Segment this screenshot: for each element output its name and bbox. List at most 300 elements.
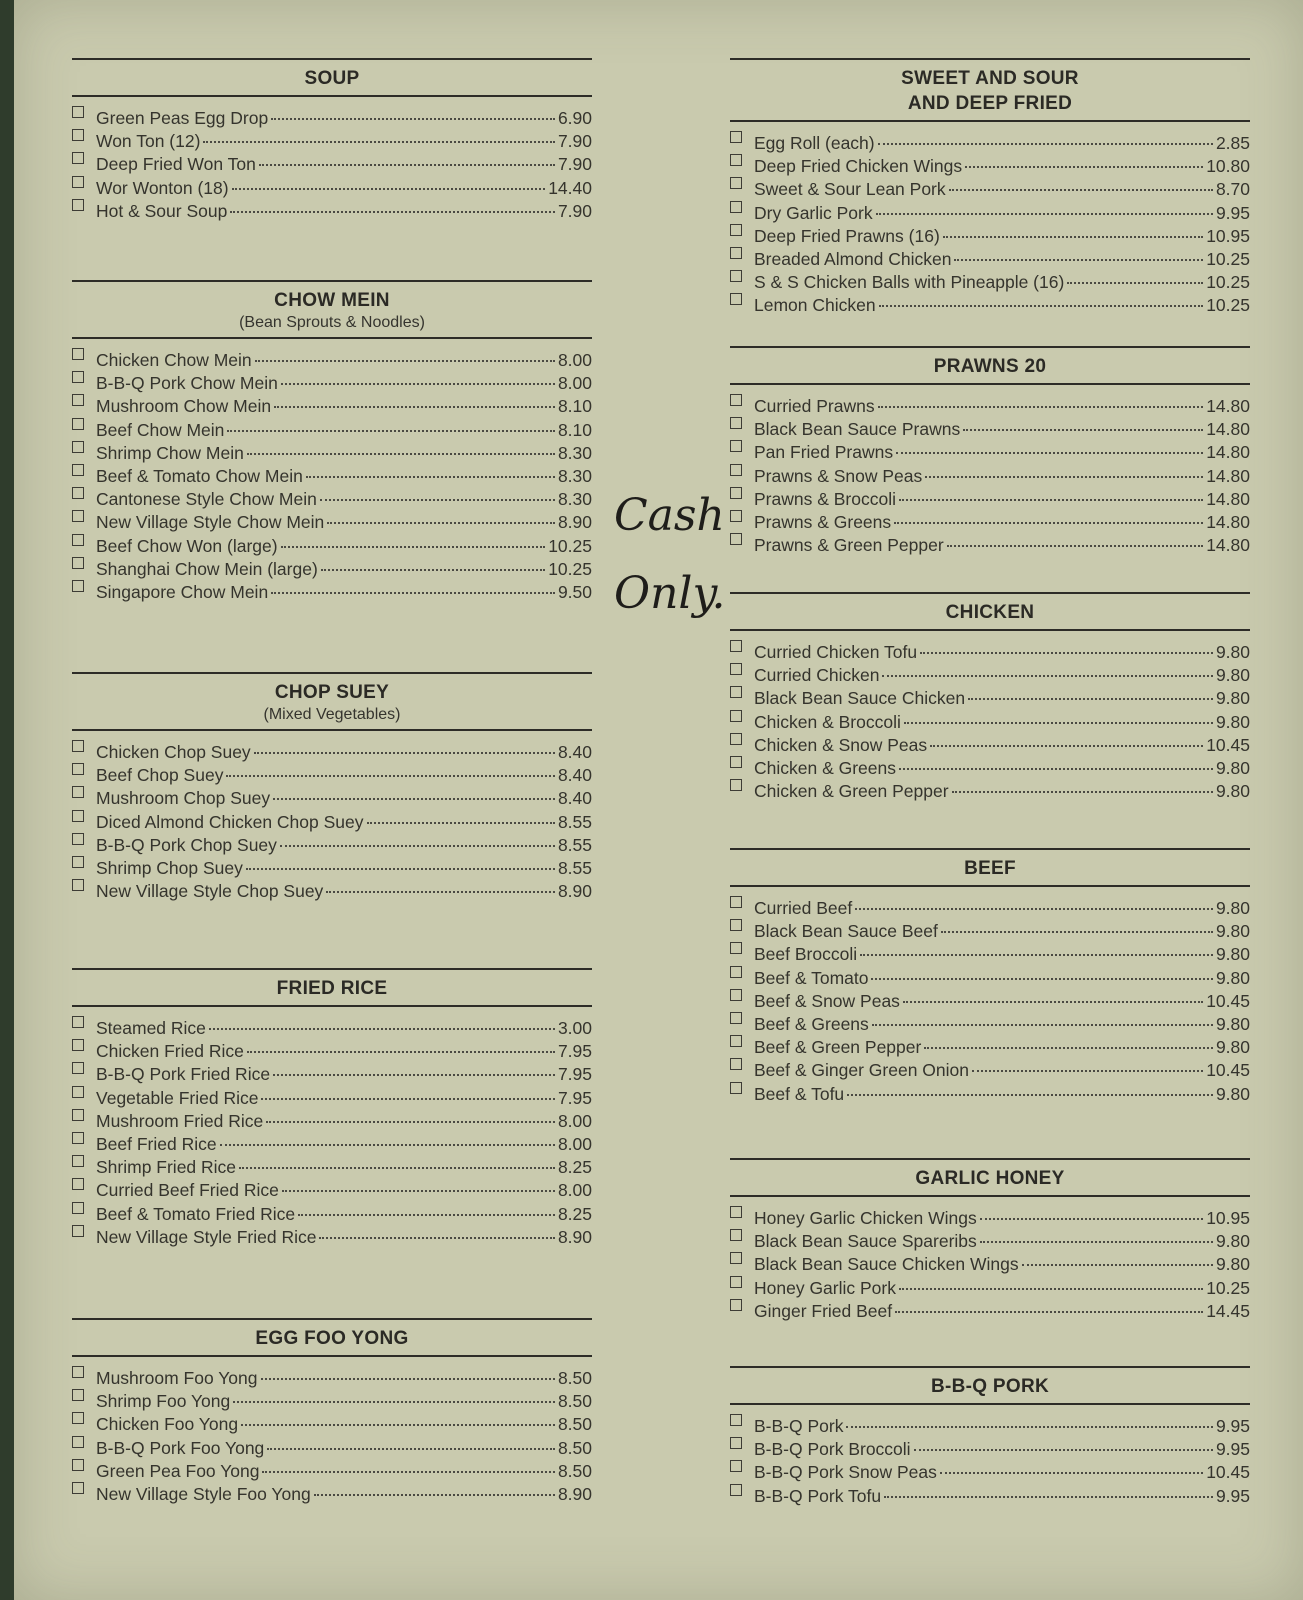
section-top-rule	[730, 592, 1250, 594]
item-name: Beef & Ginger Green Onion	[754, 1060, 969, 1081]
item-price: 8.90	[557, 881, 592, 902]
menu-item	[730, 920, 1250, 943]
checkbox[interactable]	[730, 896, 742, 908]
dot-leader	[247, 1051, 555, 1053]
item-name: Beef & Tofu	[754, 1083, 845, 1104]
item-name: Curried Beef	[754, 898, 853, 918]
item-price: 3.00	[557, 1018, 592, 1038]
item-price: 9.80	[1215, 642, 1250, 662]
item-name: Deep Fried Won Ton	[96, 154, 256, 175]
checkbox[interactable]	[72, 1016, 84, 1028]
item-price: 9.80	[1215, 1083, 1250, 1104]
item-name: Cantonese Style Chow Mein	[96, 489, 317, 510]
checkbox[interactable]	[72, 879, 84, 891]
dot-leader	[267, 1448, 555, 1450]
dot-leader	[326, 891, 555, 893]
menu-item	[72, 1063, 592, 1086]
checkbox[interactable]	[72, 763, 84, 775]
checkbox[interactable]	[72, 1459, 84, 1471]
item-name: Beef & Snow Peas	[754, 990, 900, 1011]
checkbox[interactable]	[72, 510, 84, 522]
item-price: 9.80	[1215, 898, 1250, 918]
checkbox[interactable]	[730, 1437, 742, 1449]
dot-leader	[280, 845, 555, 847]
item-name: Chicken Chop Suey	[96, 742, 251, 762]
section-bottom-rule	[730, 629, 1250, 631]
item-price: 8.55	[557, 858, 592, 879]
checkbox[interactable]	[72, 1482, 84, 1494]
checkbox[interactable]	[730, 1206, 742, 1218]
menu-item	[72, 535, 592, 558]
item-name: Prawns & Snow Peas	[754, 465, 923, 486]
checkbox[interactable]	[72, 1202, 84, 1214]
dot-leader	[899, 499, 1203, 501]
item-price: 8.50	[557, 1368, 592, 1388]
menu-item	[72, 1179, 592, 1202]
item-price: 9.95	[1215, 1416, 1250, 1436]
item-price: 7.95	[557, 1064, 592, 1085]
item-name: Hot & Sour Soup	[96, 200, 228, 221]
menu-item	[72, 1133, 592, 1156]
checkbox[interactable]	[730, 640, 742, 652]
item-name: Honey Garlic Pork	[754, 1277, 896, 1298]
item-price: 14.80	[1206, 512, 1250, 533]
item-name: Shrimp Chop Suey	[96, 858, 243, 879]
item-name: Black Bean Sauce Chicken Wings	[754, 1254, 1019, 1275]
dot-leader	[899, 1288, 1203, 1290]
item-name: Beef & Greens	[754, 1014, 869, 1035]
dot-leader	[261, 1378, 555, 1380]
menu-item	[72, 558, 592, 581]
menu-item	[72, 857, 592, 880]
item-price: 10.25	[1206, 295, 1250, 316]
item-list	[730, 1207, 1250, 1323]
checkbox[interactable]	[730, 710, 742, 722]
menu-item	[730, 687, 1250, 710]
dot-leader	[241, 1424, 555, 1426]
section-sweet-and-sour	[730, 58, 1250, 318]
dot-leader	[298, 1214, 555, 1216]
item-price: 10.25	[1206, 249, 1250, 270]
item-price: 9.80	[1215, 665, 1250, 686]
checkbox[interactable]	[72, 810, 84, 822]
menu-item	[730, 1415, 1250, 1438]
section-prawns	[730, 346, 1250, 557]
item-name: Beef Chop Suey	[96, 765, 224, 786]
item-price: 14.80	[1206, 442, 1250, 463]
item-name: Beef Chow Mein	[96, 419, 225, 440]
checkbox[interactable]	[72, 348, 84, 360]
dot-leader	[367, 822, 555, 824]
section-top-rule	[730, 848, 1250, 850]
item-price: 8.00	[557, 350, 592, 370]
item-price: 10.25	[548, 535, 592, 556]
menu-item	[730, 534, 1250, 557]
checkbox[interactable]	[72, 199, 84, 211]
item-price: 10.45	[1206, 734, 1250, 755]
dot-leader	[274, 406, 555, 408]
checkbox[interactable]	[730, 1082, 742, 1094]
checkbox[interactable]	[730, 919, 742, 931]
dot-leader	[306, 476, 555, 478]
checkbox[interactable]	[730, 270, 742, 282]
menu-item	[72, 1413, 592, 1436]
dot-leader	[980, 1241, 1213, 1243]
checkbox[interactable]	[730, 1276, 742, 1288]
dot-leader	[226, 775, 554, 777]
menu-item	[730, 294, 1250, 317]
menu-item	[72, 177, 592, 200]
checkbox[interactable]	[72, 418, 84, 430]
item-name: B-B-Q Pork Tofu	[754, 1485, 882, 1506]
dot-leader	[1022, 1264, 1213, 1266]
dot-leader	[968, 698, 1213, 700]
item-price: 7.90	[557, 131, 592, 152]
menu-item	[730, 1207, 1250, 1230]
item-name: Black Bean Sauce Prawns	[754, 419, 961, 440]
item-name: Honey Garlic Chicken Wings	[754, 1208, 977, 1228]
checkbox[interactable]	[730, 533, 742, 545]
section-top-rule	[72, 968, 592, 970]
section-bottom-rule	[72, 1355, 592, 1357]
item-price: 9.80	[1215, 1254, 1250, 1275]
dot-leader	[255, 360, 555, 362]
dot-leader	[949, 189, 1213, 191]
checkbox[interactable]	[72, 557, 84, 569]
checkbox[interactable]	[72, 534, 84, 546]
dot-leader	[281, 546, 546, 548]
menu-item	[730, 395, 1250, 418]
section-bottom-rule	[730, 1195, 1250, 1197]
item-name: Black Bean Sauce Beef	[754, 921, 938, 942]
item-name: Mushroom Chop Suey	[96, 788, 271, 809]
checkbox[interactable]	[730, 154, 742, 166]
item-name: Curried Beef Fried Rice	[96, 1180, 279, 1201]
menu-item	[730, 1300, 1250, 1323]
menu-item	[72, 395, 592, 418]
checkbox[interactable]	[730, 733, 742, 745]
checkbox[interactable]	[72, 1155, 84, 1167]
section-bottom-rule	[72, 95, 592, 97]
item-name: Chicken Chow Mein	[96, 350, 252, 370]
dot-leader	[232, 188, 546, 190]
menu-item	[730, 780, 1250, 803]
menu-item	[72, 1203, 592, 1226]
menu-item	[730, 943, 1250, 966]
menu-item	[730, 511, 1250, 534]
section-top-rule	[72, 1318, 592, 1320]
section-subtitle: (Bean Sprouts & Noodles)	[239, 314, 425, 331]
checkbox[interactable]	[730, 1484, 742, 1496]
section-title: PRAWNS 20	[933, 356, 1047, 377]
item-price: 2.85	[1215, 133, 1250, 153]
section-title: CHICKEN	[945, 602, 1035, 623]
dot-leader	[947, 545, 1204, 547]
section-bottom-rule	[730, 120, 1250, 122]
section-title: GARLIC HONEY	[915, 1168, 1065, 1189]
menu-item	[72, 107, 592, 130]
section-chow-mein	[72, 280, 592, 604]
menu-item	[730, 465, 1250, 488]
checkbox[interactable]	[730, 1252, 742, 1264]
dot-leader	[895, 1311, 1203, 1313]
checkbox[interactable]	[730, 293, 742, 305]
dot-leader	[254, 752, 555, 754]
dot-leader	[282, 1190, 555, 1192]
menu-item	[730, 488, 1250, 511]
item-price: 10.25	[548, 558, 592, 579]
checkbox[interactable]	[730, 1012, 742, 1024]
item-list	[72, 107, 592, 223]
checkbox[interactable]	[72, 1178, 84, 1190]
checkbox[interactable]	[730, 464, 742, 476]
item-name: Singapore Chow Mein	[96, 582, 269, 603]
section-egg-foo-yong	[72, 1318, 592, 1506]
item-name: Green Pea Foo Yong	[96, 1460, 260, 1481]
menu-item	[730, 1277, 1250, 1300]
checkbox[interactable]	[730, 756, 742, 768]
item-name: B-B-Q Pork	[754, 1416, 844, 1436]
checkbox[interactable]	[730, 779, 742, 791]
checkbox[interactable]	[72, 740, 84, 752]
checkbox[interactable]	[730, 1229, 742, 1241]
dot-leader	[271, 592, 555, 594]
section-bbq-pork	[730, 1366, 1250, 1508]
item-price: 10.45	[1206, 990, 1250, 1011]
item-price: 8.50	[557, 1437, 592, 1458]
section-title: CHOP SUEY	[274, 682, 390, 703]
checkbox[interactable]	[730, 1460, 742, 1472]
handwritten-cash-only-note	[612, 480, 722, 650]
item-price: 14.80	[1206, 465, 1250, 486]
checkbox[interactable]	[72, 487, 84, 499]
checkbox[interactable]	[72, 1086, 84, 1098]
checkbox[interactable]	[72, 129, 84, 141]
item-name: Prawns & Greens	[754, 512, 892, 533]
checkbox[interactable]	[72, 833, 84, 845]
menu-item	[730, 132, 1250, 155]
item-name: Mushroom Fried Rice	[96, 1110, 264, 1131]
item-name: Egg Roll (each)	[754, 133, 875, 153]
section-title: B-B-Q PORK	[930, 1376, 1050, 1397]
checkbox[interactable]	[730, 942, 742, 954]
checkbox[interactable]	[730, 966, 742, 978]
checkbox[interactable]	[730, 394, 742, 406]
dot-leader	[273, 1074, 555, 1076]
checkbox[interactable]	[72, 1062, 84, 1074]
section-title: CHOW MEIN	[274, 290, 390, 311]
item-name: Pan Fried Prawns	[754, 442, 894, 463]
dot-leader	[980, 1218, 1203, 1220]
checkbox[interactable]	[730, 1414, 742, 1426]
dot-leader	[327, 522, 555, 524]
item-name: B-B-Q Pork Fried Rice	[96, 1064, 271, 1085]
checkbox[interactable]	[72, 176, 84, 188]
section-bottom-rule	[72, 337, 592, 339]
checkbox[interactable]	[72, 786, 84, 798]
item-price: 8.40	[557, 788, 592, 809]
section-top-rule	[730, 346, 1250, 348]
dot-leader	[963, 429, 1203, 431]
menu-item	[730, 178, 1250, 201]
checkbox[interactable]	[730, 686, 742, 698]
dot-leader	[281, 383, 555, 385]
item-name: Shrimp Fried Rice	[96, 1157, 237, 1178]
item-price: 10.25	[1206, 1277, 1250, 1298]
item-price: 9.80	[1215, 758, 1250, 779]
menu-item	[730, 248, 1250, 271]
section-top-rule	[730, 1158, 1250, 1160]
checkbox[interactable]	[730, 487, 742, 499]
item-name: Chicken & Broccoli	[754, 711, 901, 732]
item-name: Prawns & Green Pepper	[754, 535, 944, 556]
dot-leader	[914, 1449, 1213, 1451]
menu-item	[730, 1036, 1250, 1059]
dot-leader	[261, 1098, 554, 1100]
dot-leader	[227, 430, 555, 432]
item-name: B-B-Q Pork Chop Suey	[96, 834, 277, 855]
item-name: B-B-Q Pork Chow Mein	[96, 373, 278, 394]
checkbox[interactable]	[730, 1058, 742, 1070]
item-price: 8.00	[557, 1110, 592, 1131]
dot-leader	[273, 798, 555, 800]
item-name: Mushroom Chow Mein	[96, 396, 272, 417]
menu-item	[730, 664, 1250, 687]
menu-item	[72, 200, 592, 223]
item-price: 8.90	[557, 1226, 592, 1247]
item-name: Chicken Foo Yong	[96, 1414, 239, 1435]
checkbox[interactable]	[730, 440, 742, 452]
section-chicken	[730, 592, 1250, 803]
item-name: Beef Fried Rice	[96, 1134, 217, 1155]
checkbox[interactable]	[730, 417, 742, 429]
item-price: 10.95	[1206, 225, 1250, 246]
item-name: Green Peas Egg Drop	[96, 108, 269, 128]
checkbox[interactable]	[72, 371, 84, 383]
checkbox[interactable]	[72, 441, 84, 453]
item-name: Won Ton (12)	[96, 131, 201, 152]
item-price: 10.80	[1206, 156, 1250, 177]
checkbox[interactable]	[730, 177, 742, 189]
section-bottom-rule	[730, 885, 1250, 887]
menu-item	[730, 1485, 1250, 1508]
checkbox[interactable]	[730, 1299, 742, 1311]
item-price: 9.80	[1215, 1037, 1250, 1058]
section-top-rule	[730, 1366, 1250, 1368]
section-bottom-rule	[730, 383, 1250, 385]
item-list	[72, 349, 592, 604]
menu-item	[72, 787, 592, 810]
item-name: Prawns & Broccoli	[754, 488, 896, 509]
menu-item	[730, 757, 1250, 780]
item-price: 7.95	[557, 1087, 592, 1108]
menu-item	[730, 1013, 1250, 1036]
dot-leader	[965, 166, 1203, 168]
item-price: 8.40	[557, 765, 592, 786]
menu-item	[72, 1460, 592, 1483]
item-price: 8.30	[557, 442, 592, 463]
item-price: 14.80	[1206, 396, 1250, 416]
checkbox[interactable]	[72, 1039, 84, 1051]
section-subtitle: (Mixed Vegetables)	[263, 706, 401, 723]
menu-item	[72, 834, 592, 857]
checkbox[interactable]	[730, 201, 742, 213]
checkbox[interactable]	[72, 1225, 84, 1237]
menu-item	[72, 1087, 592, 1110]
item-price: 9.80	[1215, 944, 1250, 965]
item-name: New Village Style Fried Rice	[96, 1226, 317, 1247]
menu-item	[72, 465, 592, 488]
checkbox[interactable]	[72, 464, 84, 476]
checkbox[interactable]	[72, 1389, 84, 1401]
checkbox[interactable]	[730, 224, 742, 236]
item-name: Beef Broccoli	[754, 944, 858, 965]
item-name: Deep Fried Chicken Wings	[754, 156, 963, 177]
item-list	[730, 1415, 1250, 1508]
dot-leader	[314, 1494, 555, 1496]
menu-item	[72, 741, 592, 764]
checkbox[interactable]	[72, 152, 84, 164]
checkbox[interactable]	[730, 247, 742, 259]
item-name: Beef & Tomato Fried Rice	[96, 1203, 296, 1224]
checkbox[interactable]	[72, 106, 84, 118]
checkbox[interactable]	[730, 663, 742, 675]
item-price: 9.80	[1215, 967, 1250, 988]
item-price: 7.95	[557, 1041, 592, 1062]
item-price: 9.80	[1215, 711, 1250, 732]
dot-leader	[271, 118, 555, 120]
item-price: 14.80	[1206, 535, 1250, 556]
menu-item	[730, 1253, 1250, 1276]
menu-item	[730, 441, 1250, 464]
checkbox[interactable]	[72, 1109, 84, 1121]
checkbox[interactable]	[72, 1132, 84, 1144]
section-beef	[730, 848, 1250, 1106]
checkbox[interactable]	[72, 1412, 84, 1424]
menu-item	[730, 1438, 1250, 1461]
item-price: 8.30	[557, 466, 592, 487]
checkbox[interactable]	[72, 856, 84, 868]
checkbox[interactable]	[72, 580, 84, 592]
dot-leader	[882, 675, 1212, 677]
item-name: Vegetable Fried Rice	[96, 1087, 259, 1108]
section-title-line-2: AND DEEP FRIED	[907, 93, 1073, 114]
item-name: Shrimp Foo Yong	[96, 1391, 231, 1412]
checkbox[interactable]	[72, 1366, 84, 1378]
item-price: 8.90	[557, 1484, 592, 1505]
item-price: 10.25	[1206, 272, 1250, 293]
item-price: 9.95	[1215, 1485, 1250, 1506]
dot-leader	[924, 1047, 1213, 1049]
item-list	[72, 1367, 592, 1506]
item-name: S & S Chicken Balls with Pineapple (16)	[754, 272, 1065, 293]
checkbox[interactable]	[730, 1035, 742, 1047]
checkbox[interactable]	[730, 510, 742, 522]
menu-item	[730, 1083, 1250, 1106]
checkbox[interactable]	[72, 394, 84, 406]
item-price: 8.55	[557, 834, 592, 855]
dot-leader	[319, 1237, 554, 1239]
item-price: 10.45	[1206, 1462, 1250, 1483]
section-title: BEEF	[964, 858, 1016, 879]
dot-leader	[209, 1028, 555, 1030]
checkbox[interactable]	[72, 1436, 84, 1448]
checkbox[interactable]	[730, 989, 742, 1001]
item-price: 8.10	[557, 419, 592, 440]
item-price: 9.80	[1215, 1014, 1250, 1035]
menu-item	[72, 1156, 592, 1179]
checkbox[interactable]	[730, 131, 742, 143]
